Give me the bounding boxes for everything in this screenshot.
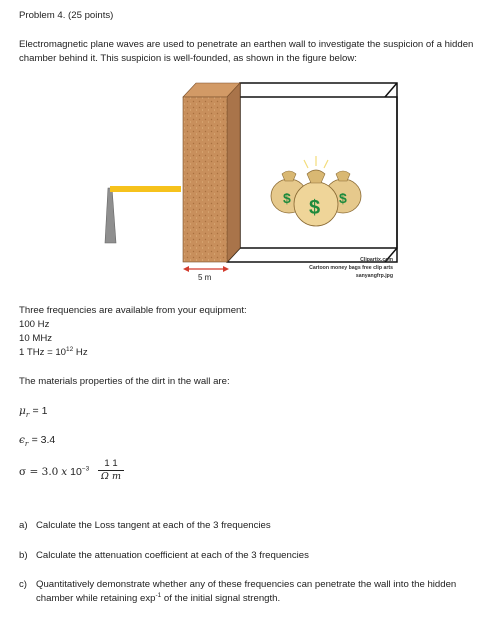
question-b: b) Calculate the attenuation coefficient at each of the 3 frequencies: [19, 550, 309, 561]
frequencies-intro: Three frequencies are available from your equipment:: [19, 305, 247, 316]
dollar-sign-left: $: [283, 190, 291, 206]
dollar-sign-center: $: [309, 197, 321, 219]
credit-line-3: sanyangfrp.jpg: [355, 273, 393, 279]
wall-width-label: 5 m: [198, 273, 212, 282]
question-a: a) Calculate the Loss tangent at each of the 3 frequencies: [19, 520, 271, 531]
dollar-sign-right: $: [339, 190, 347, 206]
wall-side: [227, 83, 240, 262]
permittivity-equation: $\epsilon_r = 3.4$: [19, 434, 56, 449]
credit-line-1: Clipartix.com: [360, 257, 393, 263]
materials-intro: The materials properties of the dirt in the wall are:: [19, 376, 230, 387]
width-arrow: [183, 266, 229, 272]
money-bags-clipart: [271, 156, 361, 226]
conductivity-units: 1 1 Ω m: [98, 458, 124, 483]
problem-heading: Problem 4. (25 points): [19, 10, 114, 21]
earthen-wall: [183, 97, 227, 262]
problem-intro: Electromagnetic plane waves are used to penetrate an earthen wall to investigate the suspicion of a hidden chamber behind it. This suspicion is well-founded, as shown in the figure below:: [19, 39, 474, 64]
frequency-2: 10 MHz: [19, 333, 53, 344]
frequency-3: 1 THz = $10^{12}$ Hz: [19, 345, 88, 358]
antenna-stand: [105, 188, 116, 243]
conductivity-equation: σ = 3.0 x $10^{-3}$: [19, 465, 90, 478]
frequency-1: 100 Hz: [19, 319, 50, 330]
permeability-equation: $\mu_r = 1$: [19, 405, 48, 420]
credit-line-2: Cartoon money bags free clip arts: [309, 265, 393, 271]
wall-chamber-figure: [0, 70, 493, 300]
signal-beam: [110, 186, 181, 192]
question-c: c) Quantitatively demonstrate whether any of these frequencies can penetrate the wall into the hidden chamber while retaining $\exp^{-1}$ of the initial signal strength.: [19, 579, 457, 604]
